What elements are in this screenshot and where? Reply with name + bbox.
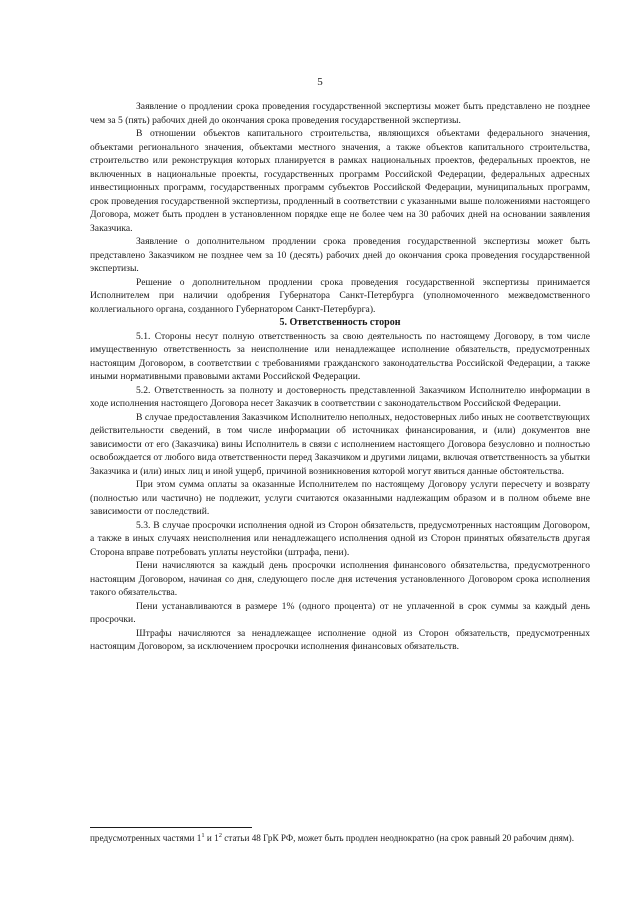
- paragraph: В случае предоставления Заказчиком Исполнителю неполных, недостоверных либо иных не соответствующих действительности сведений, в том числе информации об источниках финансирования, и (или) документов вне зависимости от его (Заказчика) вины Исполнитель в связи с исполнением настоящего Договора безусловно и полностью освобождается от любого вида ответственности перед Заказчиком и другими лицами, включая ответственность за убытки Заказчика и (или) иных лиц и иной ущерб, причиной возникновения которой могут явиться данные обстоятельства.: [90, 411, 590, 477]
- page-number: 5: [317, 76, 323, 88]
- clause-text: В случае просрочки исполнения одной из Сторон обязательств, предусмотренных настоящим Договором, а также в иных случаях неисполнения или ненадлежащего исполнения одной из Сторон принятых обязательств другая Сторона вправе потребовать уплаты неустойки (штрафа, пени).: [90, 519, 591, 558]
- paragraph: Заявление о дополнительном продлении срока проведения государственной экспертизы может быть представлено Заказчиком не позднее чем за 10 (десять) рабочих дней до окончания срока проведения государственной экспертизы.: [90, 236, 590, 274]
- footnote-text: и 1: [204, 833, 219, 843]
- footnote-text: предусмотренных частями 1: [90, 833, 202, 843]
- clause-text: Ответственность за полноту и достоверность представленной Заказчиком Исполнителю информации в ходе исполнения настоящего Договора несет Заказчик в соответствии с законодательством Российской Федерации.: [90, 384, 590, 409]
- document-body: [90, 100, 590, 654]
- clause-number: 5.1.: [136, 330, 151, 342]
- paragraph: В отношении объектов капитального строительства, являющихся объектами федерального значения, объектами регионального значения, объектами местного значения, а также объектов капитального строительства, строительство или реконструкция которых планируется в рамках национальных проектов, федеральных проектов, не включенных в национальные проекты, государственных программ Российской Федерации, федеральных адресных инвестиционных программ, государственных программ субъектов Российской Федерации, муниципальных программ, срок проведения государственной экспертизы, продленный в соответствии с указанными выше положениями настоящего Договора, может быть продлен в установленном порядке еще не более чем на 30 рабочих дней на основании заявления Заказчика.: [90, 128, 590, 234]
- paragraph: Штрафы начисляются за ненадлежащее исполнение одной из Сторон обязательств, предусмотренных настоящим Договором, за исключением просрочки исполнения финансовых обязательств.: [90, 627, 590, 652]
- clause-5-1: [90, 330, 590, 384]
- paragraph: Решение о дополнительном продлении срока проведения государственной экспертизы принимается Исполнителем при наличии одобрения Губернатора Санкт-Петербурга (уполномоченного межведомственного коллегиального органа, созданного Губернатором Санкт-Петербурга).: [90, 276, 590, 315]
- clause-number: 5.3.: [136, 519, 151, 531]
- clause-5-3: [90, 519, 590, 560]
- paragraph: При этом сумма оплаты за оказанные Исполнителем по настоящему Договору услуги пересчету и возврату (полностью или частично) не подлежит, услуги считаются оказанными надлежащим образом и в полном объеме вне зависимости от последствий.: [90, 479, 590, 517]
- paragraph: Заявление о продлении срока проведения государственной экспертизы может быть представлено не позднее чем за 5 (пять) рабочих дней до окончания срока проведения государственной экспертизы.: [90, 101, 590, 126]
- paragraph: Пени устанавливаются в размере 1% (одного процента) от не уплаченной в срок суммы за каждый день просрочки.: [90, 600, 590, 625]
- footnote-superscript: 2: [218, 831, 222, 839]
- footnote-superscript: 1: [201, 831, 205, 839]
- clause-text: Стороны несут полную ответственность за свою деятельность по настоящему Договору, в том числе имущественную ответственность за неисполнение или ненадлежащее исполнение обязательств, предусмотренных настоящим Договором, в соответствии с требованиями гражданского законодательства Российской Федерации, а также иными нормативными правовыми актами Российской Федерации.: [90, 330, 590, 382]
- footnote-divider: [90, 827, 252, 828]
- footnote: [90, 832, 590, 845]
- clause-5-2: [90, 384, 590, 411]
- clause-number: 5.2.: [136, 384, 151, 396]
- footnote-text: статьи 48 ГрК РФ, может быть продлен неоднократно (на срок равный 20 рабочим дням).: [221, 833, 575, 843]
- paragraph: Пени начисляются за каждый день просрочки исполнения финансового обязательства, предусмотренного настоящим Договором, начиная со дня, следующего после дня истечения установленного Договором срока исполнения такого обязательства.: [90, 560, 590, 598]
- section-title: 5. Ответственность сторон: [279, 317, 401, 328]
